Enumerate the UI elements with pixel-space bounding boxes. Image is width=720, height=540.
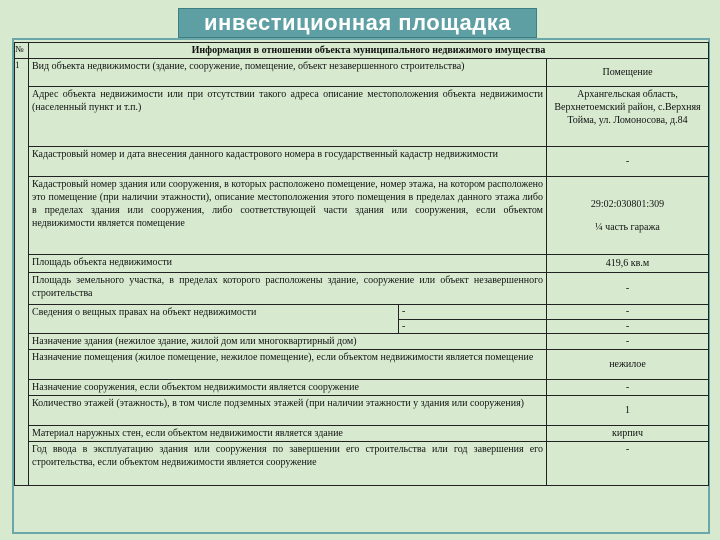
row-label: Площадь земельного участка, в пределах которого расположены здание, сооружение или объект незавершенного строительства — [29, 273, 547, 305]
number-cell: № — [15, 43, 29, 59]
row-value: Помещение — [547, 59, 709, 87]
table-row — [15, 426, 709, 442]
page-title: инвестиционная площадка — [204, 10, 511, 35]
table-row — [15, 147, 709, 177]
row-label: Год ввода в эксплуатацию здания или сооружения по завершении его строительства или год завершения его строительства, если объектом недвижимости является сооружение — [29, 442, 547, 486]
row-label: Назначение здания (нежилое здание, жилой дом или многоквартирный дом) — [29, 334, 547, 350]
row-label: Назначение сооружения, если объектом недвижимости является сооружение — [29, 380, 547, 396]
row-label: Назначение помещения (жилое помещение, нежилое помещение), если объектом недвижимости является помещение — [29, 350, 547, 380]
table-row — [15, 255, 709, 273]
rights-value: - — [547, 305, 708, 320]
table-row — [15, 305, 709, 334]
table-row — [15, 380, 709, 396]
table-row — [15, 442, 709, 486]
row-value: нежилое — [547, 350, 709, 380]
property-info-table — [14, 42, 709, 486]
table-row — [15, 177, 709, 255]
title-banner — [178, 8, 537, 38]
row-label: Площадь объекта недвижимости — [29, 255, 547, 273]
row-value: 1 — [547, 396, 709, 426]
rights-sub-cell — [399, 305, 547, 334]
row-value: - — [547, 334, 709, 350]
table-header: Информация в отношении объекта муниципального недвижимого имущества — [29, 43, 709, 59]
rights-sub-value: - — [399, 305, 546, 320]
table-row — [15, 87, 709, 147]
row-value: - — [547, 273, 709, 305]
garage-share: ¼ часть гаража — [595, 221, 660, 233]
number-cell: 1 — [15, 59, 29, 486]
row-value — [547, 177, 709, 255]
row-label: Кадастровый номер и дата внесения данного кадастрового номера в государственный кадастр недвижимости — [29, 147, 547, 177]
rights-value: - — [625, 321, 630, 332]
row-value: - — [547, 380, 709, 396]
table-row — [15, 334, 709, 350]
row-label: Кадастровый номер здания или сооружения, в которых расположено помещение, номер этажа, на котором расположено это помещение (при наличии этажности), описание местоположения этого помещения в пределах данного этажа либо в пределах здания или сооружения, либо соответствующей части здания или сооружения, если объектом недвижимости является помещение — [29, 177, 547, 255]
table-header-row — [15, 43, 709, 59]
cadastral-number: 29:02:030801:309 — [590, 198, 665, 210]
row-value: - — [547, 442, 709, 486]
row-label: Адрес объекта недвижимости или при отсутствии такого адреса описание местоположения объекта недвижимости (населенный пункт и т.п.) — [29, 87, 547, 147]
table-row — [15, 396, 709, 426]
row-value — [547, 305, 709, 334]
row-value: - — [547, 147, 709, 177]
row-label: Количество этажей (этажность), в том числе подземных этажей (при наличии этажности у здания или сооружения) — [29, 396, 547, 426]
row-value: Архангельская область, Верхнетоемский район, с.Верхняя Тойма, ул. Ломоносова, д.84 — [547, 87, 709, 147]
table-row — [15, 59, 709, 87]
row-label: Сведения о вещных правах на объект недвижимости — [29, 305, 399, 334]
row-label: Материал наружных стен, если объектом недвижимости является здание — [29, 426, 547, 442]
rights-sub-value: - — [402, 321, 406, 332]
table-row — [15, 350, 709, 380]
row-value: кирпич — [547, 426, 709, 442]
row-label: Вид объекта недвижимости (здание, сооружение, помещение, объект незавершенного строительства) — [29, 59, 547, 87]
table-row — [15, 273, 709, 305]
row-value: 419,6 кв.м — [547, 255, 709, 273]
